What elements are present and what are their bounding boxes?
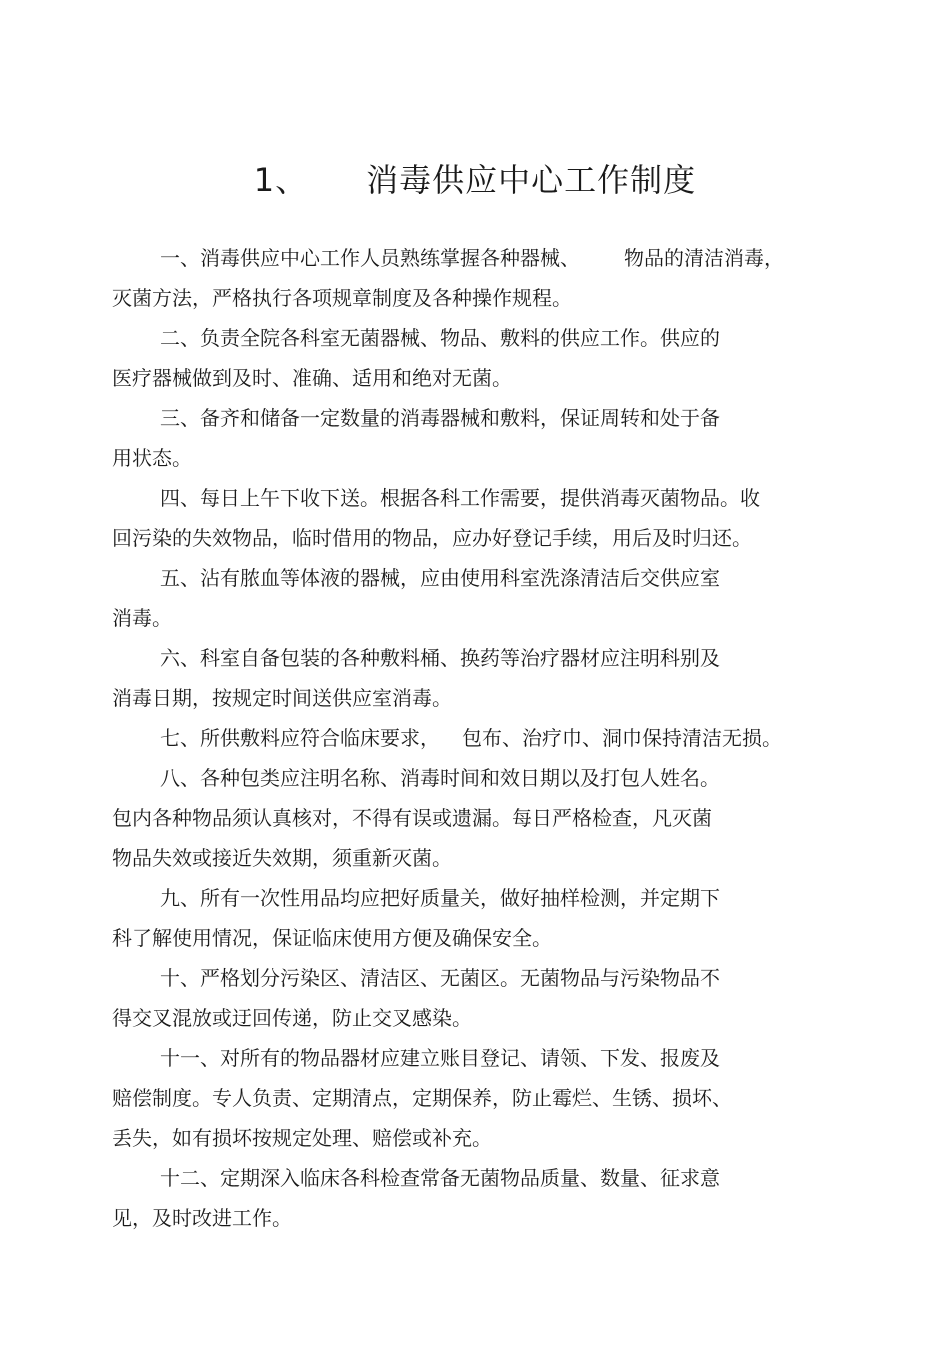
paragraph-5-line-2: 消毒。 bbox=[112, 606, 172, 630]
title-number: 1、 bbox=[253, 161, 309, 199]
paragraph-12-line-1: 十二、定期深入临床各科检查常备无菌物品质量、数量、征求意 bbox=[160, 1166, 720, 1190]
paragraph-11-line-2: 赔偿制度。专人负责、定期清点，定期保养，防止霉烂、生锈、损坏、 bbox=[112, 1086, 732, 1110]
paragraph-6-line-1: 六、科室自备包装的各种敷料桶、换药等治疗器材应注明科别及 bbox=[160, 646, 720, 670]
paragraph-1-line-2: 灭菌方法，严格执行各项规章制度及各种操作规程。 bbox=[112, 286, 572, 310]
title-text: 消毒供应中心工作制度 bbox=[366, 161, 697, 199]
text-segment: 一、消毒供应中心工作人员熟练掌握各种器械、 bbox=[160, 246, 580, 270]
paragraph-5-line-1: 五、沾有脓血等体液的器械，应由使用科室洗涤清洁后交供应室 bbox=[160, 566, 720, 590]
document-body bbox=[112, 238, 842, 1238]
paragraph-3-line-1: 三、备齐和储备一定数量的消毒器械和敷料，保证周转和处于备 bbox=[160, 406, 720, 430]
paragraph-11-line-3: 丢失，如有损坏按规定处理、赔偿或补充。 bbox=[112, 1126, 492, 1150]
paragraph-9-line-2: 科了解使用情况，保证临床使用方便及确保安全。 bbox=[112, 926, 552, 950]
paragraph-11-line-1: 十一、对所有的物品器材应建立账目登记、请领、下发、报废及 bbox=[160, 1046, 720, 1070]
paragraph-8-line-2: 包内各种物品须认真核对，不得有误或遗漏。每日严格检查，凡灭菌 bbox=[112, 806, 712, 830]
paragraph-12-line-2: 见，及时改进工作。 bbox=[112, 1206, 292, 1230]
text-segment: 七、所供敷料应符合临床要求， bbox=[160, 726, 440, 750]
paragraph-2-line-1: 二、负责全院各科室无菌器械、物品、敷料的供应工作。供应的 bbox=[160, 326, 720, 350]
paragraph-3-line-2: 用状态。 bbox=[112, 446, 192, 470]
paragraph-10-line-2: 得交叉混放或迂回传递，防止交叉感染。 bbox=[112, 1006, 472, 1030]
paragraph-2-line-2: 医疗器械做到及时、准确、适用和绝对无菌。 bbox=[112, 366, 512, 390]
page-title bbox=[0, 158, 950, 202]
paragraph-7-line-1 bbox=[112, 718, 842, 758]
paragraph-10-line-1: 十、严格划分污染区、清洁区、无菌区。无菌物品与污染物品不 bbox=[160, 966, 720, 990]
paragraph-1-line-1 bbox=[112, 238, 842, 278]
paragraph-6-line-2: 消毒日期，按规定时间送供应室消毒。 bbox=[112, 686, 452, 710]
text-segment: 包布、治疗巾、洞巾保持清洁无损。 bbox=[462, 726, 782, 750]
paragraph-9-line-1: 九、所有一次性用品均应把好质量关，做好抽样检测，并定期下 bbox=[160, 886, 720, 910]
text-segment: 物品的清洁消毒， bbox=[624, 246, 784, 270]
paragraph-8-line-3: 物品失效或接近失效期，须重新灭菌。 bbox=[112, 846, 452, 870]
paragraph-4-line-1: 四、每日上午下收下送。根据各科工作需要，提供消毒灭菌物品。收 bbox=[160, 486, 760, 510]
paragraph-8-line-1: 八、各种包类应注明名称、消毒时间和效日期以及打包人姓名。 bbox=[160, 766, 720, 790]
paragraph-4-line-2: 回污染的失效物品，临时借用的物品，应办好登记手续，用后及时归还。 bbox=[112, 526, 752, 550]
